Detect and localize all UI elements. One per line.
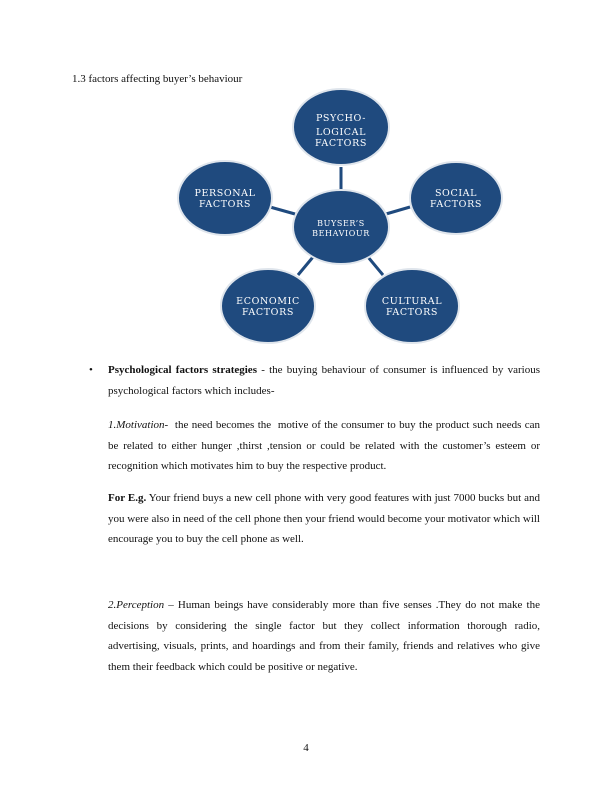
node-personal	[178, 161, 272, 235]
psychological-factors-paragraph	[108, 360, 540, 401]
node-center-line1: BUYSER’S	[317, 219, 365, 228]
perception-text: – Human beings have considerably more than five senses .They do not make the decisions by considering the single factor but they collect information thorough radio, advertising, visuals, prints, and hoardings and from their family, friends and relatives who give them their feedback which could be positive or negative.	[108, 599, 540, 673]
node-social-line1: SOCIAL	[434, 188, 478, 199]
node-center-line2: BEHAVIOUR	[312, 229, 370, 238]
example-paragraph	[108, 488, 540, 550]
node-psychological-line3: FACTORS	[315, 138, 367, 149]
node-cultural-line2: FACTORS	[386, 307, 438, 318]
connector-social	[386, 207, 410, 214]
section-intro: - the buying behaviour of consumer is influenced by various psychological factors which includes-	[108, 364, 540, 397]
bullet-marker: •	[89, 364, 93, 376]
perception-paragraph	[108, 595, 540, 677]
node-economic	[221, 269, 315, 343]
node-economic-line2: FACTORS	[242, 307, 294, 318]
node-center	[293, 190, 389, 264]
node-psychological	[293, 89, 389, 165]
buyer-behaviour-diagram	[0, 0, 612, 360]
node-cultural	[365, 269, 459, 343]
node-psychological-line2: LOGICAL	[315, 127, 367, 138]
node-economic-line1: ECONOMIC	[236, 296, 300, 307]
connector-economic	[298, 257, 313, 275]
perception-label: 2.Perception	[108, 599, 165, 611]
section-title: Psychological factors strategies	[108, 364, 257, 376]
node-psychological-line1: PSYCHO-	[315, 113, 367, 124]
connector-personal	[270, 207, 295, 214]
node-personal-line2: FACTORS	[199, 199, 251, 210]
motivation-text: the need becomes the motive of the consumer to buy the product such needs can be related to either hunger ,thirst ,tension or could be related with the customer’s esteem or recognition which motivates him to buy the respective product.	[108, 419, 543, 472]
page-number: 4	[303, 742, 309, 754]
motivation-label: 1.Motivation-	[108, 419, 169, 431]
section-heading: 1.3 factors affecting buyer’s behaviour	[72, 73, 243, 85]
connector-cultural	[368, 257, 383, 275]
node-social-line2: FACTORS	[430, 199, 482, 210]
example-label: For E.g.	[108, 492, 147, 504]
node-cultural-line1: CULTURAL	[381, 296, 443, 307]
example-text: Your friend buys a new cell phone with very good features with just 7000 bucks but and you were also in need of the cell phone then your friend would become your motivator which will encourage you to buy the cell phone as well.	[108, 492, 540, 545]
motivation-paragraph	[108, 415, 543, 477]
node-personal-line1: PERSONAL	[194, 188, 256, 199]
node-social	[410, 162, 502, 234]
